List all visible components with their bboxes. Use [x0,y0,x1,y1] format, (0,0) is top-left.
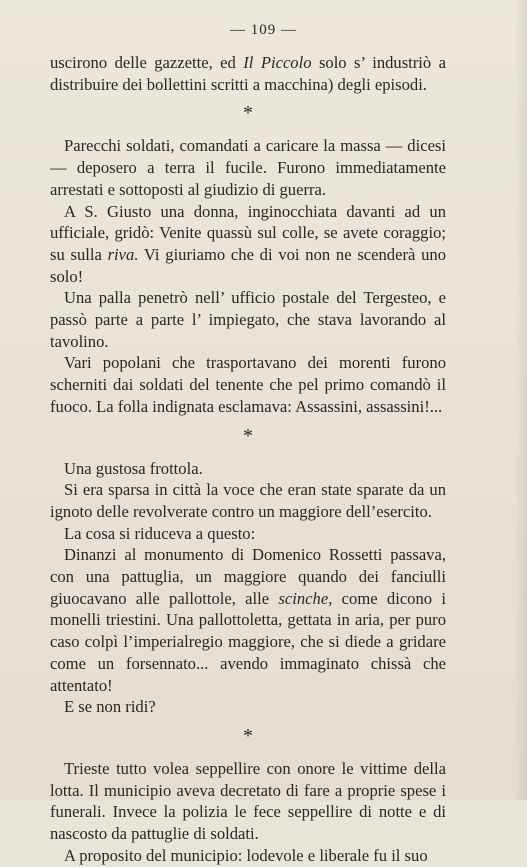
page-edge-shadow [515,0,527,800]
paragraph [50,845,446,867]
text-run: Dinanzi al monumento di Domenico Rossetti passava, con una pattuglia, un maggiore quando dei fanciulli giuocavano alle pallottole, alle [50,545,446,608]
text-run: Parecchi soldati, comandati a caricare la massa — dicesi — deposero a terra il fucile. Furono immediatamente arrestati e sottoposti al giudizio di guerra. [50,136,446,199]
text-run: Si era sparsa in città la voce che eran state sparate da un ignoto delle revolverate contro un maggiore dell’esercito. [50,480,446,521]
paragraph [50,458,446,480]
text-run: A S. Giusto una donna, inginocchiata davanti ad un ufficiale, gridò: Venite quassù sul colle, se avete coraggio; su sulla [50,201,446,264]
text-run: solo s’ industriò a distribuire dei bollettini scritti a macchina) degli episodi. [50,53,447,94]
paragraph [50,52,446,95]
text-run: Una palla penetrò nell’ ufficio postale del Tergesteo, e passò parte a parte l’ impiegato, che stava lavorando al tavolino. [50,288,446,351]
paragraph [50,523,446,545]
page-number: — 109 — [230,22,297,38]
text-run: uscirono delle gazzette, ed [50,53,244,72]
paragraph [50,696,446,718]
paragraph [50,352,446,417]
page-text [50,52,446,867]
italic-text: scinche, [278,588,333,608]
italic-text: riva. [107,244,139,264]
text-run: Trieste tutto volea seppellire con onore le vittime della lotta. Il municipio aveva decretato di fare a proprie spese i funerali. Invece la polizia le fece seppellire di notte e di nascosto da pattuglie di soldati. [50,758,446,844]
paragraph [50,758,446,845]
text-run: come dicono i monelli triestini. Una pallottoletta, gettata in aria, per puro caso colpì l’imperialregio maggiore, che si diede a gridare come un forsennato... avendo immaginato chissà che attentato! [50,588,446,695]
paragraph [50,201,446,288]
text-run: Una gustosa frottola. [64,458,203,478]
section-separator: * [243,724,253,747]
text-run: Vari popolani che trasportavano dei morenti furono scherniti dai soldati del tenente che pel primo comandò il fuoco. La folla indignata esclamava: Assassini, assassini!... [50,353,446,416]
text-run: Vi giuriamo che di voi non ne scenderà uno solo! [50,244,446,286]
section-separator: * [243,102,253,125]
paragraph [50,287,446,352]
text-run: E se non ridi? [64,697,156,717]
paragraph [50,135,446,200]
text-run: La cosa si riduceva a questo: [64,523,256,543]
italic-text: Il Piccolo [243,53,312,72]
section-separator: * [243,424,253,447]
text-run: A proposito del municipio: lodevole e liberale fu il suo [64,845,428,865]
paragraph [50,479,446,522]
paragraph [50,544,446,696]
